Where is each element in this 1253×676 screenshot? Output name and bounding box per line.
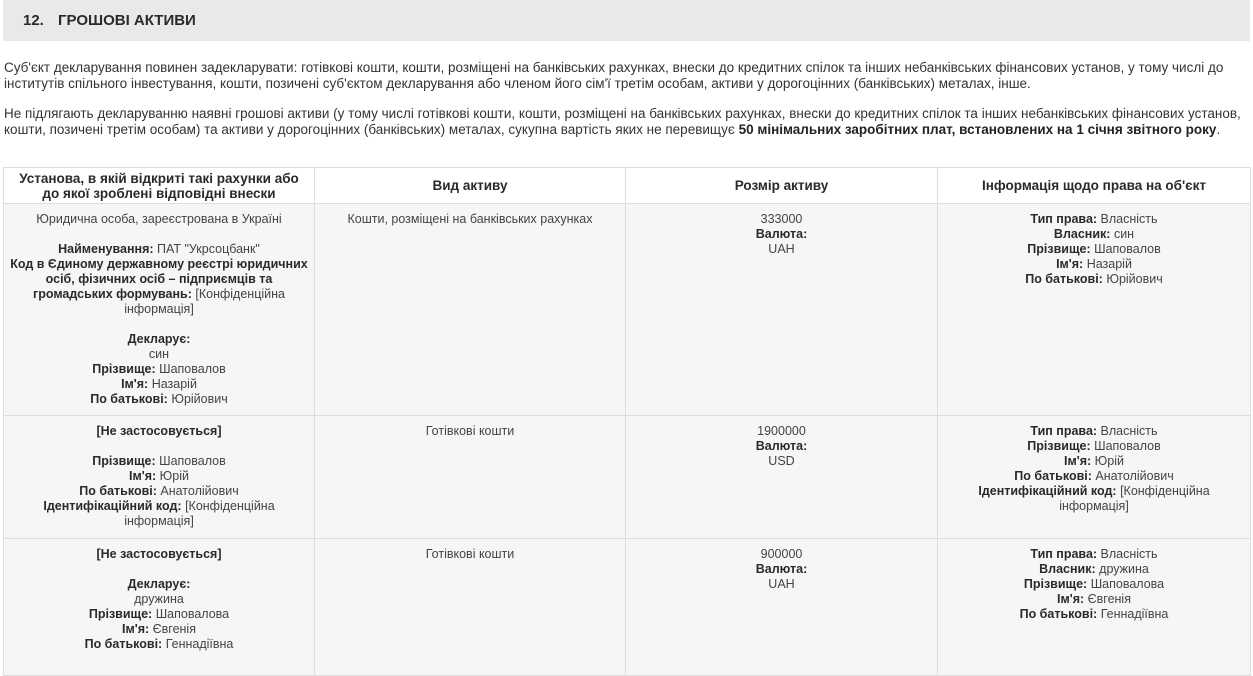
header-asset-amount: Розмір активу xyxy=(626,168,938,204)
institution-type: Юридична особа, зареєстрована в Україні xyxy=(36,212,282,226)
first-name-value: Євгенія xyxy=(152,622,196,636)
intro-p2-bold: 50 мінімальних заробітних плат, встановлених на 1 січня звітного року xyxy=(738,122,1217,137)
intro-paragraph-2 xyxy=(4,106,1246,138)
surname-label: Прізвище: xyxy=(88,607,153,621)
owner-label: Власник: xyxy=(1053,227,1111,241)
surname-value: Шаповалов xyxy=(1094,242,1161,256)
first-name-label: Ім'я: xyxy=(121,377,149,391)
ownership-cell xyxy=(938,416,1251,539)
patronymic-value: Анатолійович xyxy=(1095,469,1174,483)
amount-value: 1900000 xyxy=(757,424,806,438)
header-asset-type: Вид активу xyxy=(315,168,626,204)
asset-type-cell: Готівкові кошти xyxy=(315,539,626,676)
declares-label: Декларує: xyxy=(127,332,191,346)
patronymic-value: Юрійович xyxy=(171,392,228,406)
declarant: син xyxy=(148,347,170,361)
institution-name: ПАТ "Укрсоцбанк" xyxy=(157,242,260,256)
surname-value: Шаповалов xyxy=(159,362,226,376)
intro-p2-end: . xyxy=(1216,122,1221,137)
patronymic-value: Геннадіївна xyxy=(165,637,234,651)
surname-label: Прізвище: xyxy=(92,362,156,376)
intro-p2-text: Не підлягають декларуванню наявні грошові активи (у тому числі готівкові кошти, кошти, розміщені на банківських рахунках, внески до кредитних спілок та інших небанківських фінансових установ, кошти, позичені третім особам) та активи у дорогоцінних (банківських) металах, сукупна вартість яких не перевищує xyxy=(4,106,1241,137)
first-name-value: Юрій xyxy=(159,469,189,483)
currency-label: Валюта: xyxy=(755,562,808,576)
institution-code: [Конфіденційна інформація] xyxy=(124,287,285,316)
intro-paragraph-1: Суб'єкт декларування повинен задекларувати: готівкові кошти, кошти, розміщені на банківських рахунках, внески до кредитних спілок та інших небанківських фінансових установ, у тому числі до інститутів спільного інвестування, кошти, позичені суб'єктом декларування або членом його сім'ї третім особам, активи у дорогоцінних (банківських) металах, інше. xyxy=(4,60,1224,91)
declarant: дружина xyxy=(134,592,184,606)
section-title: ГРОШОВІ АКТИВИ xyxy=(58,12,196,29)
asset-type-cell: Готівкові кошти xyxy=(315,416,626,539)
currency-value: USD xyxy=(768,454,795,468)
id-code-value: [Конфіденційна інформація] xyxy=(1059,484,1210,513)
patronymic-value: Геннадіївна xyxy=(1100,607,1169,621)
ownership-cell xyxy=(938,204,1251,416)
currency-value: UAH xyxy=(768,242,795,256)
right-type-label: Тип права: xyxy=(1030,424,1098,438)
patronymic-label: По батькові: xyxy=(90,392,168,406)
institution-cell xyxy=(4,416,315,539)
patronymic-value: Юрійович xyxy=(1106,272,1163,286)
not-applicable: [Не застосовується] xyxy=(96,424,222,438)
first-name-value: Назарій xyxy=(1086,257,1132,271)
institution-cell xyxy=(4,539,315,676)
first-name-label: Ім'я: xyxy=(1064,454,1092,468)
amount-value: 333000 xyxy=(760,212,803,226)
code-label: Код в Єдиному державному реєстрі юридичних осіб, фізичних осіб – підприємців та громадських формувань: xyxy=(10,257,308,301)
patronymic-label: По батькові: xyxy=(1019,607,1098,621)
currency-label: Валюта: xyxy=(755,227,808,241)
right-type-value: Власність xyxy=(1100,547,1158,561)
ownership-cell xyxy=(938,539,1251,676)
first-name-label: Ім'я: xyxy=(122,622,150,636)
right-type-label: Тип права: xyxy=(1030,212,1098,226)
surname-label: Прізвище: xyxy=(92,454,156,468)
owner-value: дружина xyxy=(1099,562,1149,576)
currency-value: UAH xyxy=(768,577,795,591)
right-type-value: Власність xyxy=(1100,212,1158,226)
table-row xyxy=(4,204,1251,416)
amount-cell xyxy=(626,539,938,676)
section-header xyxy=(3,0,1250,41)
patronymic-label: По батькові: xyxy=(84,637,163,651)
table-row xyxy=(4,539,1251,676)
surname-value: Шаповалова xyxy=(1090,577,1165,591)
currency-label: Валюта: xyxy=(755,439,808,453)
institution-cell xyxy=(4,204,315,416)
patronymic-label: По батькові: xyxy=(79,484,157,498)
right-type-label: Тип права: xyxy=(1030,547,1098,561)
table-header-row xyxy=(4,168,1251,204)
owner-label: Власник: xyxy=(1039,562,1096,576)
owner-value: син xyxy=(1113,227,1135,241)
surname-value: Шаповалов xyxy=(1094,439,1161,453)
id-code-value: [Конфіденційна інформація] xyxy=(124,499,275,528)
first-name-label: Ім'я: xyxy=(1057,592,1085,606)
header-ownership-info: Інформація щодо права на об'єкт xyxy=(938,168,1251,204)
amount-value: 900000 xyxy=(760,547,803,561)
header-institution: Установа, в якій відкриті такі рахунки або до якої зроблені відповідні внески xyxy=(4,168,315,204)
surname-label: Прізвище: xyxy=(1027,439,1091,453)
id-code-label: Ідентифікаційний код: xyxy=(978,484,1117,498)
amount-cell xyxy=(626,416,938,539)
right-type-value: Власність xyxy=(1100,424,1158,438)
surname-label: Прізвище: xyxy=(1023,577,1088,591)
first-name-value: Назарій xyxy=(151,377,197,391)
not-applicable: [Не застосовується] xyxy=(96,547,222,561)
surname-label: Прізвище: xyxy=(1027,242,1091,256)
first-name-label: Ім'я: xyxy=(1056,257,1084,271)
table-row xyxy=(4,416,1251,539)
first-name-label: Ім'я: xyxy=(129,469,157,483)
monetary-assets-table xyxy=(3,167,1251,676)
patronymic-label: По батькові: xyxy=(1014,469,1092,483)
patronymic-label: По батькові: xyxy=(1025,272,1103,286)
surname-value: Шаповалова xyxy=(155,607,230,621)
name-label: Найменування: xyxy=(58,242,154,256)
first-name-value: Юрій xyxy=(1094,454,1124,468)
surname-value: Шаповалов xyxy=(159,454,226,468)
patronymic-value: Анатолійович xyxy=(160,484,239,498)
amount-cell xyxy=(626,204,938,416)
section-number: 12. xyxy=(23,12,44,29)
first-name-value: Євгенія xyxy=(1087,592,1131,606)
asset-type-cell: Кошти, розміщені на банківських рахунках xyxy=(315,204,626,416)
declares-label: Декларує: xyxy=(127,577,191,591)
id-code-label: Ідентифікаційний код: xyxy=(43,499,182,513)
